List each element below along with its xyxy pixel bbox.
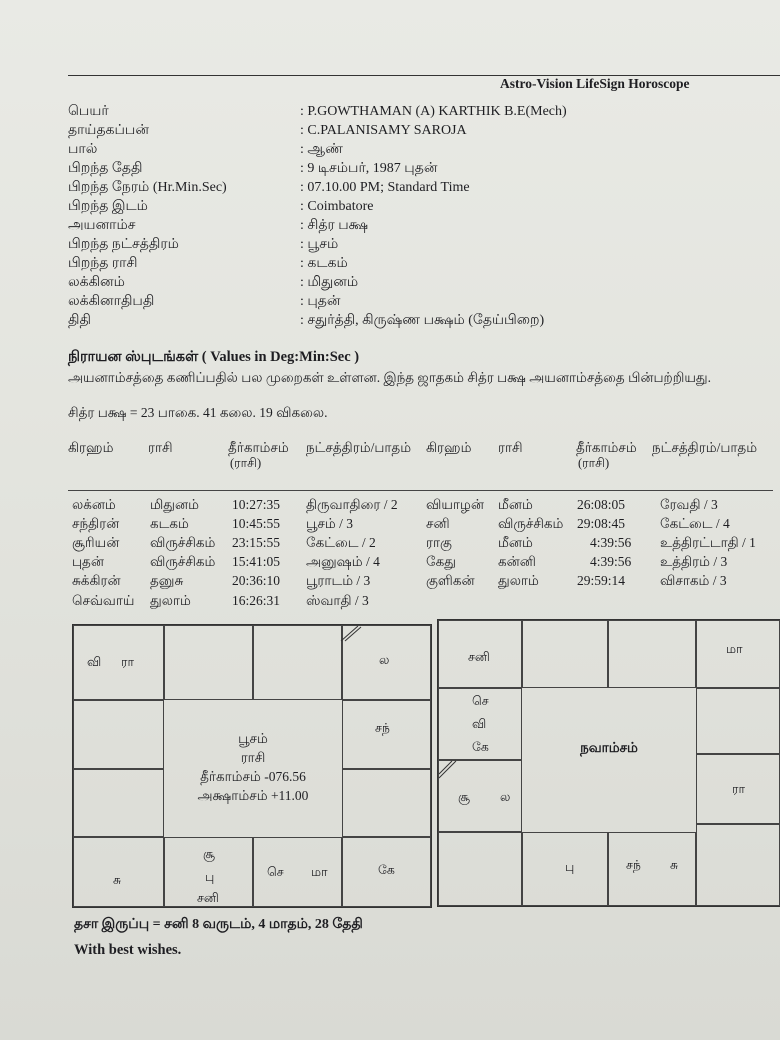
navamsa-center-label: நவாம்சம் <box>580 740 638 755</box>
lagna-marker-icon <box>338 625 362 643</box>
info-label: பால் <box>68 142 98 157</box>
info-label: தாய்தகப்பன் <box>68 123 149 138</box>
rasi-house <box>73 769 164 837</box>
planet-rasi: மிதுனம் <box>150 497 199 512</box>
info-value: : 07.10.00 PM; Standard Time <box>300 180 470 195</box>
navamsa-planet-soo: சூ <box>458 790 470 804</box>
planet-degree: 26:08:05 <box>577 497 626 512</box>
info-label: லக்கினாதிபதி <box>68 294 155 309</box>
planet-degree: 15:41:05 <box>232 554 281 569</box>
rasi-planet-san: சந் <box>375 721 390 735</box>
planet-star: உத்திரம் / 3 <box>660 554 728 569</box>
birth-details <box>68 104 768 332</box>
planet-degree: 23:15:55 <box>232 535 281 550</box>
header-graham-2: கிரஹம் <box>426 440 472 455</box>
info-value: : ஆண் <box>300 142 343 157</box>
navamsa-planet-la: ல <box>500 790 511 804</box>
planet-name: ராகு <box>426 535 452 550</box>
navamsa-planet-pu: பு <box>565 860 575 874</box>
header-rule-line <box>68 490 773 491</box>
rasi-planet-vi: வி <box>87 655 102 669</box>
info-row <box>68 294 768 313</box>
navamsa-lagna-marker-icon <box>438 760 460 780</box>
planet-star: விசாகம் / 3 <box>660 573 727 588</box>
rasi-planet-su: சு <box>113 873 122 887</box>
info-label: பெயர் <box>68 104 109 119</box>
info-label: அயனாம்ச <box>68 218 136 233</box>
info-value: : 9 டிசம்பர், 1987 புதன் <box>300 161 438 176</box>
info-value: : மிதுனம் <box>300 275 359 290</box>
navamsa-planet-ke: கே <box>472 740 489 754</box>
planet-rasi: விருச்சிகம் <box>150 535 216 550</box>
planet-name: குளிகன் <box>426 573 475 588</box>
info-value: : கடகம் <box>300 256 348 271</box>
info-label: பிறந்த தேதி <box>68 161 143 176</box>
navamsa-planet-se: செ <box>472 694 489 708</box>
navamsa-planet-san: சந் <box>626 858 641 872</box>
planet-degree: 20:36:10 <box>232 573 281 588</box>
planet-name: செவ்வாய் <box>72 593 135 608</box>
info-row <box>68 313 768 332</box>
info-value: : C.PALANISAMY SAROJA <box>300 123 467 138</box>
planet-rasi: மீனம் <box>498 497 533 512</box>
positions-table-header <box>68 436 778 496</box>
rasi-house <box>253 625 342 700</box>
rasi-house <box>342 769 431 837</box>
navamsa-planet-vi: வி <box>472 717 487 731</box>
info-row <box>68 142 768 161</box>
info-label: திதி <box>68 313 91 328</box>
planet-degree: 29:08:45 <box>577 516 626 531</box>
header-rasi: ராசி <box>148 440 173 455</box>
positions-title: நிராயன ஸ்புடங்கள் ( Values in Deg:Min:Sec ) <box>68 349 360 365</box>
planet-degree: 10:45:55 <box>232 516 281 531</box>
paksha-line: சித்ர பக்ஷ = 23 பாகை. 41 கலை. 19 விகலை. <box>68 405 328 420</box>
header-degree-sub: (ராசி) <box>230 456 262 470</box>
navamsa-house <box>608 620 696 688</box>
planet-name: சனி <box>426 516 450 531</box>
dasa-balance: தசா இருப்பு = சனி 8 வருடம், 4 மாதம், 28 தேதி <box>74 917 363 932</box>
info-value: : Coimbatore <box>300 199 374 214</box>
planet-rasi: விருச்சிகம் <box>150 554 216 569</box>
rasi-planet-ke: கே <box>378 863 395 877</box>
info-value: : சித்ர பக்ஷ <box>300 218 369 233</box>
header-degree-sub-2: (ராசி) <box>578 456 610 470</box>
planet-rasi: மீனம் <box>498 535 533 550</box>
navamsa-house <box>696 688 780 754</box>
navamsa-planet-su: சு <box>670 858 679 872</box>
info-row <box>68 237 768 256</box>
rasi-house <box>164 625 253 700</box>
rasi-chart-center <box>164 729 342 805</box>
planet-star: அனுஷம் / 4 <box>306 554 380 569</box>
info-row <box>68 161 768 180</box>
rasi-house <box>73 837 164 907</box>
planet-star: ஸ்வாதி / 3 <box>306 593 369 608</box>
planet-name: சந்திரன் <box>72 516 120 531</box>
info-row <box>68 104 768 123</box>
info-value: : பூசம் <box>300 237 339 252</box>
info-value: : சதுர்த்தி, கிருஷ்ண பக்ஷம் (தேய்பிறை) <box>300 313 545 328</box>
planet-degree: 4:39:56 <box>590 554 632 569</box>
info-label: லக்கினம் <box>68 275 125 290</box>
navamsa-chart <box>437 619 780 907</box>
planet-name: புதன் <box>72 554 104 569</box>
rasi-house <box>73 700 164 769</box>
planet-rasi: துலாம் <box>150 593 191 608</box>
navamsa-house <box>608 832 696 906</box>
rasi-center-akshamsa: அக்ஷாம்சம் +11.00 <box>197 788 309 803</box>
header-degree-2: தீர்காம்சம் <box>576 440 637 455</box>
planet-rasi: கன்னி <box>498 554 536 569</box>
planet-star: ரேவதி / 3 <box>660 497 718 512</box>
info-label: பிறந்த ராசி <box>68 256 138 271</box>
ayanamsa-note: அயனாம்சத்தை கணிப்பதில் பல முறைகள் உள்ளன. இந்த ஜாதகம் சித்ர பக்ஷ அயனாம்சத்தை பின்பற்றியது. <box>68 370 712 385</box>
planet-name: சூரியன் <box>72 535 120 550</box>
planet-star: பூராடம் / 3 <box>306 573 371 588</box>
rasi-center-star: பூசம் <box>238 731 268 746</box>
navamsa-planet-maa: மா <box>726 642 743 656</box>
header-title: Astro-Vision LifeSign Horoscope <box>500 76 690 91</box>
planet-degree: 29:59:14 <box>577 573 626 588</box>
planet-name: சுக்கிரன் <box>72 573 121 588</box>
rasi-chart <box>72 624 432 908</box>
info-label: பிறந்த நட்சத்திரம் <box>68 237 179 252</box>
info-label: பிறந்த நேரம் (Hr.Min.Sec) <box>68 180 227 195</box>
navamsa-planet-sani: சனி <box>468 650 490 664</box>
header-rasi-2: ராசி <box>498 440 523 455</box>
navamsa-planet-raa: ரா <box>732 782 745 796</box>
planet-star: பூசம் / 3 <box>306 516 354 531</box>
navamsa-house <box>438 832 522 906</box>
planet-star: கேட்டை / 4 <box>660 516 730 531</box>
info-row <box>68 123 768 142</box>
header-star-2: நட்சத்திரம்/பாதம் <box>652 440 758 455</box>
header-graham: கிரஹம் <box>68 440 114 455</box>
planet-star: திருவாதிரை / 2 <box>306 497 398 512</box>
rasi-planet-maa: மா <box>311 865 328 879</box>
planet-star: கேட்டை / 2 <box>306 535 376 550</box>
info-row <box>68 275 768 294</box>
navamsa-house <box>522 620 608 688</box>
rasi-planet-se: செ <box>267 865 284 879</box>
planet-name: லக்னம் <box>72 497 116 512</box>
planet-star: உத்திரட்டாதி / 1 <box>660 535 756 550</box>
planet-degree: 4:39:56 <box>590 535 632 550</box>
header-degree: தீர்காம்சம் <box>228 440 289 455</box>
planet-rasi: துலாம் <box>498 573 539 588</box>
best-wishes: With best wishes. <box>74 942 182 958</box>
planet-rasi: விருச்சிகம் <box>498 516 564 531</box>
info-value: : புதன் <box>300 294 341 309</box>
rasi-planet-la: ல <box>379 653 390 667</box>
info-row <box>68 180 768 199</box>
rasi-planet-soo: சூ <box>203 847 215 861</box>
planet-degree: 16:26:31 <box>232 593 281 608</box>
info-row <box>68 199 768 218</box>
planet-rasi: தனுசு <box>150 573 184 588</box>
header-star: நட்சத்திரம்/பாதம் <box>306 440 412 455</box>
info-label: பிறந்த இடம் <box>68 199 148 214</box>
rasi-planet-raa: ரா <box>121 655 134 669</box>
rasi-planet-pu: பு <box>205 870 215 884</box>
planet-name: வியாழன் <box>426 497 484 512</box>
planet-name: கேது <box>426 554 456 569</box>
rasi-center-degree: தீர்காம்சம் -076.56 <box>200 769 306 784</box>
rasi-planet-sani: சனி <box>197 891 219 905</box>
info-row <box>68 218 768 237</box>
planet-rasi: கடகம் <box>150 516 189 531</box>
info-row <box>68 256 768 275</box>
info-value: : P.GOWTHAMAN (A) KARTHIK B.E(Mech) <box>300 104 567 119</box>
planet-degree: 10:27:35 <box>232 497 281 512</box>
rasi-center-name: ராசி <box>240 750 266 765</box>
navamsa-house <box>696 824 780 906</box>
